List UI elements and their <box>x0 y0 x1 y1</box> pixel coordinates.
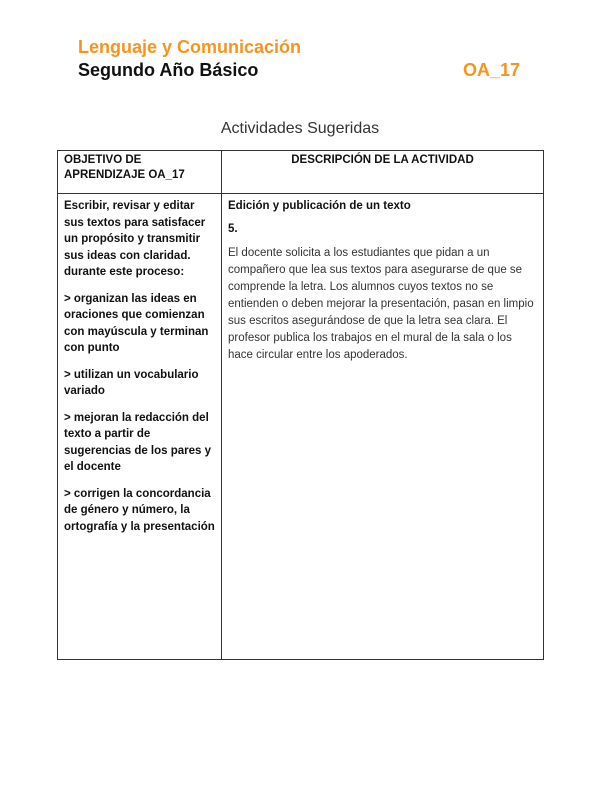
objective-item: > utilizan un vocabulario variado <box>64 368 199 397</box>
page-header <box>78 36 520 81</box>
activity-title: Edición y publicación de un texto <box>228 200 411 212</box>
table-body-row <box>58 194 544 660</box>
activity-description: El docente solicita a los estudiantes que pidan a un compañero que lea sus textos para asegurarse de que se comprende la letra. Los alumnos cuyos textos no se entienden o deben mejorar la presentación, pasan en limpio sus escritos asegurándose de que la letra sea clara. El profesor publica los trabajos en el mural de la sala o los hace circular entre los apoderados. <box>228 247 534 361</box>
objective-code: OA_17 <box>462 60 520 80</box>
objective-item: > organizan las ideas en oraciones que comienzan con mayúscula y terminan con punto <box>64 292 209 354</box>
objective-item: > mejoran la redacción del texto a partir de sugerencias de los pares y el docente <box>64 411 212 473</box>
header-description: DESCRIPCIÓN DE LA ACTIVIDAD <box>222 151 544 194</box>
subject-title: Lenguaje y Comunicación <box>78 37 302 57</box>
objective-item: > corrigen la concordancia de género y número, la ortografía y la presentación <box>64 487 215 533</box>
activity-cell <box>222 194 544 660</box>
header-objective: OBJETIVO DE APRENDIZAJE OA_17 <box>58 151 222 194</box>
grade-row <box>78 59 520 81</box>
activity-number: 5. <box>228 223 238 235</box>
objective-cell <box>58 194 222 660</box>
objective-intro: Escribir, revisar y editar sus textos para satisfacer un propósito y transmitir sus ideas con claridad. durante este proceso: <box>64 200 206 278</box>
table-header-row <box>58 151 544 194</box>
activities-table <box>57 150 544 660</box>
section-title: Actividades Sugeridas <box>220 120 380 137</box>
grade-title: Segundo Año Básico <box>78 60 259 80</box>
